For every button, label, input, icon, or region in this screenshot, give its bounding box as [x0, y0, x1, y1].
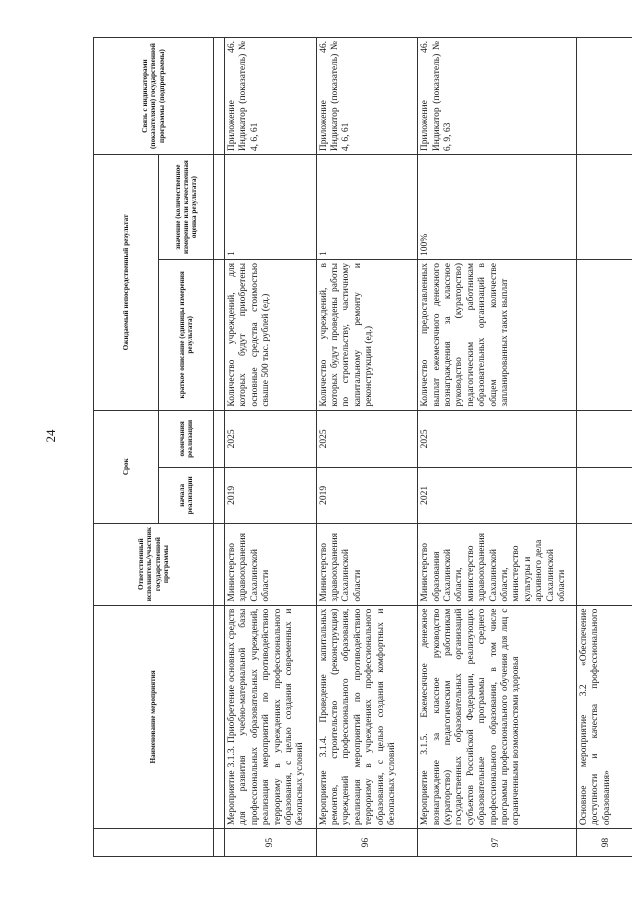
responsible-executor — [576, 523, 632, 605]
end-year: 2025 — [316, 410, 418, 467]
result-value: 1 — [316, 155, 418, 260]
end-year — [576, 410, 632, 467]
stub-cell — [214, 829, 225, 857]
result-value — [576, 155, 632, 260]
header-term: Срок — [94, 410, 159, 523]
row-number: 98 — [576, 829, 632, 857]
stub-cell — [214, 468, 225, 524]
activity-name: Основное мероприятие 3.2 «Обеспечение доступности и качества профессионального образования» — [576, 605, 632, 829]
row-number: 95 — [225, 829, 317, 857]
indicator-link: Приложение 46. Индикатор (показатель) № 6, 9, 63 — [418, 38, 577, 155]
stub-cell — [214, 155, 225, 260]
start-year: 2019 — [316, 468, 418, 524]
indicator-link: Приложение 46. Индикатор (показатель) № 4, 6, 61 — [225, 38, 317, 155]
header-term-start: начала реализации — [159, 468, 214, 524]
page-number: 24 — [43, 429, 58, 443]
activity-name: Мероприятие 3.1.4. Проведение капитальных ремонтов, строительство (реконструкция) учреждений профессионального образования, реализация мероприятий по противодействию терроризму в учреждениях профессионального образования, с целью создания комфортных и безопасных условий — [316, 605, 418, 829]
start-year: 2021 — [418, 468, 577, 524]
activities-table — [93, 37, 632, 857]
indicator-link — [576, 38, 632, 155]
activity-name: Мероприятие 3.1.5. Ежемесячное денежное вознаграждение за классное руководство (кураторство) педагогическим работникам государственных образовательных организаций субъектов Российской Федерации, реализующих образовательные программы среднего профессионального образования, в том числе программы профессионального обучения для лиц с ограниченными возможностями здоровья — [418, 605, 577, 829]
rotated-page — [93, 37, 632, 857]
responsible-executor: Министерство здравоохранения Сахалинской области — [225, 523, 317, 605]
header-result-desc: краткое описание (единицы измерения результата) — [159, 259, 214, 410]
table-row — [418, 38, 577, 857]
header-term-end: окончания реализации — [159, 410, 214, 467]
end-year: 2025 — [418, 410, 577, 467]
result-description: Количество предоставленных выплат ежемесячного денежного вознаграждения за классное руководство (кураторство) педагогическим работникам образовательных организаций в общем количестве запланированных таких выплат — [418, 259, 577, 410]
start-year: 2019 — [225, 468, 317, 524]
start-year — [576, 468, 632, 524]
row-number: 96 — [316, 829, 418, 857]
header-num — [94, 829, 214, 857]
result-description: Количество учреждений, в которых будут проведены работы по строительству, частичному капитальному ремонту и реконструкции (ед.) — [316, 259, 418, 410]
stub-cell — [214, 259, 225, 410]
table-row — [225, 38, 317, 857]
table-row — [576, 38, 632, 857]
result-value: 100% — [418, 155, 577, 260]
stub-cell — [214, 605, 225, 829]
stub-cell — [214, 410, 225, 467]
result-value: 1 — [225, 155, 317, 260]
indicator-link: Приложение 46. Индикатор (показатель) № 4, 6, 61 — [316, 38, 418, 155]
result-description — [576, 259, 632, 410]
result-description: Количество учреждений, для которых будут приобретены основные средства стоимостью свыше 500 тыс. рублей (ед.) — [225, 259, 317, 410]
header-responsible: Ответственный исполнитель/участник государственной программы — [94, 523, 214, 605]
stub-cell — [214, 523, 225, 605]
row-number: 97 — [418, 829, 577, 857]
header-row-1 — [94, 38, 159, 857]
activity-name: Мероприятие 3.1.3. Приобретение основных средств для развития учебно-материальной базы профессиональных образовательных учреждений, реализация мероприятий по противодействию терроризму в учреждениях профессионального образования, с целью создания современных и безопасных условий — [225, 605, 317, 829]
header-name: Наименование мероприятия — [94, 605, 214, 829]
responsible-executor: Министерство здравоохранения Сахалинской области — [316, 523, 418, 605]
stub-cell — [214, 38, 225, 155]
header-link: Связь с индикаторами (показателями) государственной программы (подпрограммы) — [94, 38, 214, 155]
rotated-content — [93, 37, 632, 857]
header-result-value: значение (количественное измерение или качественная оценка результата) — [159, 155, 214, 260]
header-result: Ожидаемый непосредственный результат — [94, 155, 159, 411]
table-row — [316, 38, 418, 857]
header-stub-row — [214, 38, 225, 857]
end-year: 2025 — [225, 410, 317, 467]
responsible-executor: Министерство образования Сахалинской области, министерство здравоохранения Сахалинской области, министерство культуры и архивного дела Сахалинской области — [418, 523, 577, 605]
